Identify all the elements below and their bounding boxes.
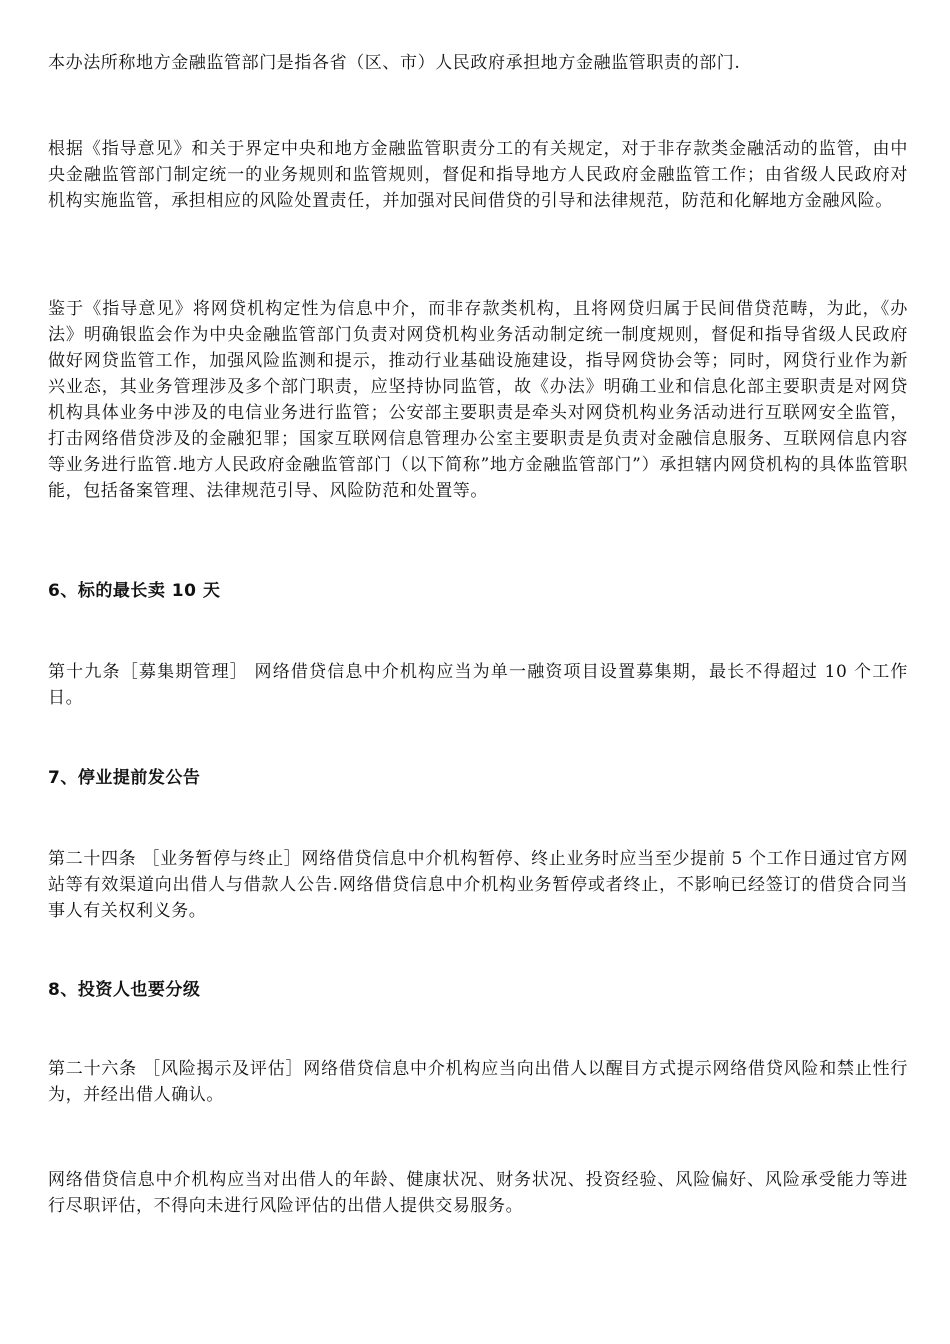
paragraph-supervision-division: 根据《指导意见》和关于界定中央和地方金融监管职责分工的有关规定，对于非存款类金融活动的监管，由中央金融监管部门制定统一的业务规则和监管规则，督促和指导地方人民政府金融监管工作；由省级人民政府对机构实施监管，承担相应的风险处置责任，并加强对民间借贷的引导和法律规范，防范和化解地方金融风险。 — [48, 139, 908, 211]
heading-section-6: 6、标的最长卖 10 天 — [48, 581, 221, 601]
paragraph-risk-assessment: 网络借贷信息中介机构应当对出借人的年龄、健康状况、财务状况、投资经验、风险偏好、风险承受能力等进行尽职评估，不得向未进行风险评估的出借人提供交易服务。 — [48, 1170, 908, 1216]
paragraph-article-24: 第二十四条 ［业务暂停与终止］网络借贷信息中介机构暂停、终止业务时应当至少提前 5 个工作日通过官方网站等有效渠道向出借人与借款人公告.网络借贷信息中介机构业务暂停或者终止，不影响已经签订的借贷合同当事人有关权利义务。 — [48, 849, 908, 921]
heading-section-8: 8、投资人也要分级 — [48, 980, 201, 1000]
paragraph-article-19: 第十九条［募集期管理］ 网络借贷信息中介机构应当为单一融资项目设置募集期，最长不得超过 10 个工作日。 — [48, 662, 908, 708]
paragraph-article-26: 第二十六条 ［风险揭示及评估］网络借贷信息中介机构应当向出借人以醒目方式提示网络借贷风险和禁止性行为，并经出借人确认。 — [48, 1059, 908, 1105]
heading-section-7: 7、停业提前发公告 — [48, 768, 201, 788]
paragraph-regulator-definition: 本办法所称地方金融监管部门是指各省（区、市）人民政府承担地方金融监管职责的部门. — [48, 53, 741, 73]
paragraph-p2p-supervision: 鉴于《指导意见》将网贷机构定性为信息中介，而非存款类机构，且将网贷归属于民间借贷范畴，为此，《办法》明确银监会作为中央金融监管部门负责对网贷机构业务活动制定统一制度规则，督促和指导省级人民政府做好网贷监管工作，加强风险监测和提示，推动行业基础设施建设，指导网贷协会等；同时，网贷行业作为新兴业态，其业务管理涉及多个部门职责，应坚持协同监管，故《办法》明确工业和信息化部主要职责是对网贷机构具体业务中涉及的电信业务进行监管；公安部主要职责是牵头对网贷机构业务活动进行互联网安全监管，打击网络借贷涉及的金融犯罪；国家互联网信息管理办公室主要职责是负责对金融信息服务、互联网信息内容等业务进行监管.地方人民政府金融监管部门（以下简称”地方金融监管部门”）承担辖内网贷机构的具体监管职能，包括备案管理、法律规范引导、风险防范和处置等。 — [48, 299, 908, 501]
